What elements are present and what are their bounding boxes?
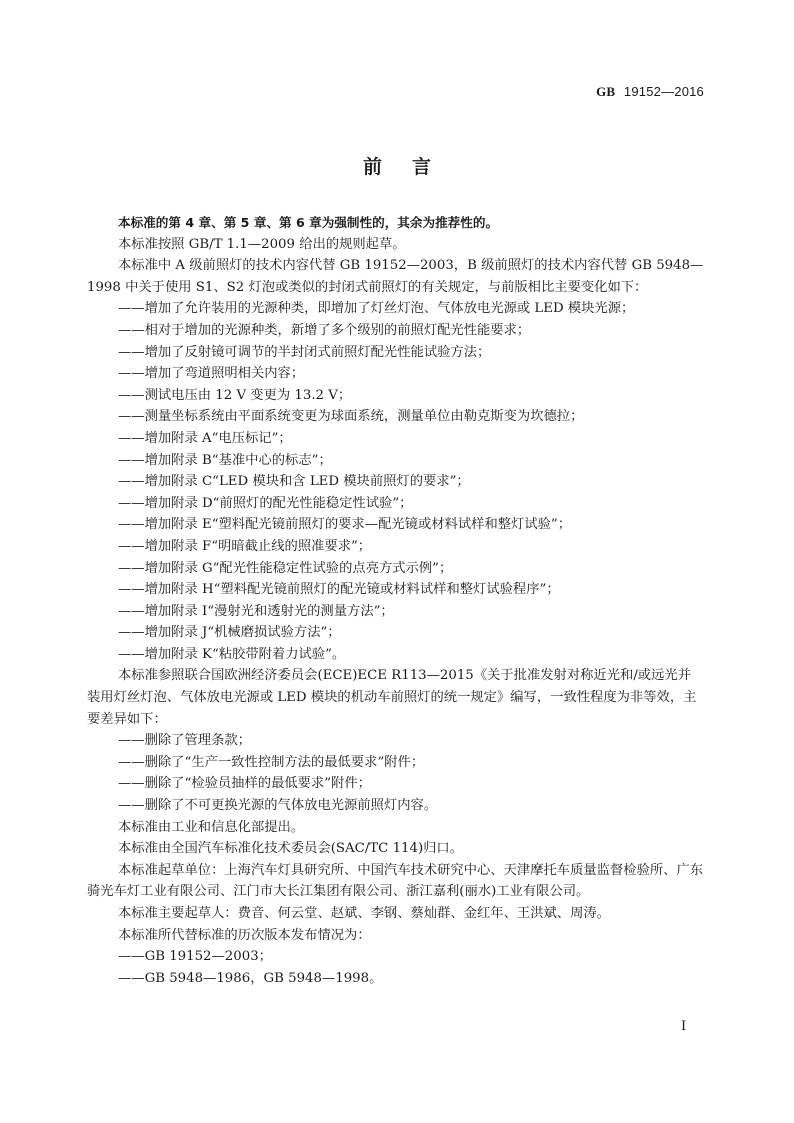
mandatory-statement: 本标准的第 4 章、第 5 章、第 6 章为强制性的，其余为推荐性的。 [118, 215, 499, 230]
list-item: ——增加附录 F“明暗截止线的照准要求”； [118, 538, 372, 554]
reference-paragraph-cont: 要差异如下： [87, 711, 167, 727]
list-item: ——增加了允许装用的光源种类，即增加了灯丝灯泡、气体放电光源或 LED 模块光源； [118, 301, 635, 317]
list-item: ——增加附录 I“漫射光和透射光的测量方法”； [118, 603, 394, 619]
history-intro: 本标准所代替标准的历次版本发布情况为： [118, 927, 371, 943]
list-item: ——增加了弯道照明相关内容； [118, 366, 305, 382]
standard-code: 19152—2016 [623, 84, 704, 99]
standard-prefix: GB [596, 84, 616, 99]
drafting-rule: 本标准按照 GB/T 1.1—2009 给出的规则起草。 [118, 236, 406, 252]
proposed-by: 本标准由工业和信息化部提出。 [118, 819, 305, 835]
drafters: 本标准主要起草人：费音、何云堂、赵斌、李钢、蔡灿群、金红年、王洪斌、周涛。 [118, 906, 610, 921]
list-item: ——增加附录 K“粘胶带附着力试验”。 [118, 646, 346, 662]
differences-list [91, 730, 711, 816]
list-item: ——增加附录 G“配光性能稳定性试验的点亮方式示例”； [118, 560, 453, 576]
list-item: ——相对于增加的光源种类，新增了多个级别的前照灯配光性能要求； [118, 322, 531, 338]
jurisdiction: 本标准由全国汽车标准化技术委员会(SAC/TC 114)归口。 [118, 841, 464, 857]
drafting-units-cont: 骑光车灯工业有限公司、江门市大长江集团有限公司、浙江嘉利(丽水)工业有限公司。 [87, 884, 590, 900]
list-item: ——增加附录 E“塑料配光镜前照灯的要求—配光镜或材料试样和整灯试验”； [118, 517, 572, 533]
replaces-paragraph: 本标准中 A 级前照灯的技术内容代替 GB 19152—2003，B 级前照灯的技术内容代替 GB 5948— [118, 258, 704, 274]
list-item: ——增加附录 C“LED 模块和含 LED 模块前照灯的要求”； [118, 474, 470, 490]
list-item: ——增加附录 B“基准中心的标志”； [118, 452, 332, 468]
list-item: ——增加了反射镜可调节的半封闭式前照灯配光性能试验方法； [118, 344, 491, 360]
page-number: I [681, 1019, 687, 1034]
list-item: ——增加附录 D“前照灯的配光性能稳定性试验”； [118, 495, 413, 511]
replaces-paragraph-cont: 1998 中关于使用 S1、S2 灯泡或类似的封闭式前照灯的有关规定，与前版相比主要变化如下： [87, 279, 648, 295]
list-item: ——测量坐标系统由平面系统变更为球面系统，测量单位由勒克斯变为坎德拉； [118, 409, 584, 425]
list-item: ——增加附录 H“塑料配光镜前照灯的配光镜或材料试样和整灯试验程序”； [118, 582, 560, 598]
list-item: ——GB 5948—1986，GB 5948—1998。 [118, 970, 383, 986]
list-item: ——删除了不可更换光源的气体放电光源前照灯内容。 [118, 798, 438, 814]
list-item: ——测试电压由 12 V 变更为 13.2 V； [118, 387, 352, 403]
drafting-units: 本标准起草单位：上海汽车灯具研究所、中国汽车技术研究中心、天津摩托车质量监督检验所、广东 [118, 862, 704, 878]
changes-list [91, 298, 711, 665]
list-item: ——删除了“生产一致性控制方法的最低要求”附件； [118, 754, 425, 770]
list-item: ——删除了管理条款； [118, 733, 251, 749]
standard-number [596, 84, 704, 100]
history-list [91, 946, 711, 989]
list-item: ——增加附录 A“电压标记”； [118, 430, 292, 446]
reference-paragraph-cont: 装用灯丝灯泡、气体放电光源或 LED 模块的机动车前照灯的统一规定》编写，一致性程度为非等效，主 [87, 690, 697, 706]
document-body [87, 212, 711, 989]
list-item: ——删除了“检验员抽样的最低要求”附件； [118, 776, 371, 792]
reference-paragraph: 本标准参照联合国欧洲经济委员会(ECE)ECE R113—2015《关于批准发射对称近光和/或远光并 [118, 668, 691, 684]
list-item: ——增加附录 J“机械磨损试验方法”； [118, 625, 341, 641]
list-item: ——GB 19152—2003； [118, 949, 272, 965]
page-title: 前言 [362, 156, 461, 178]
